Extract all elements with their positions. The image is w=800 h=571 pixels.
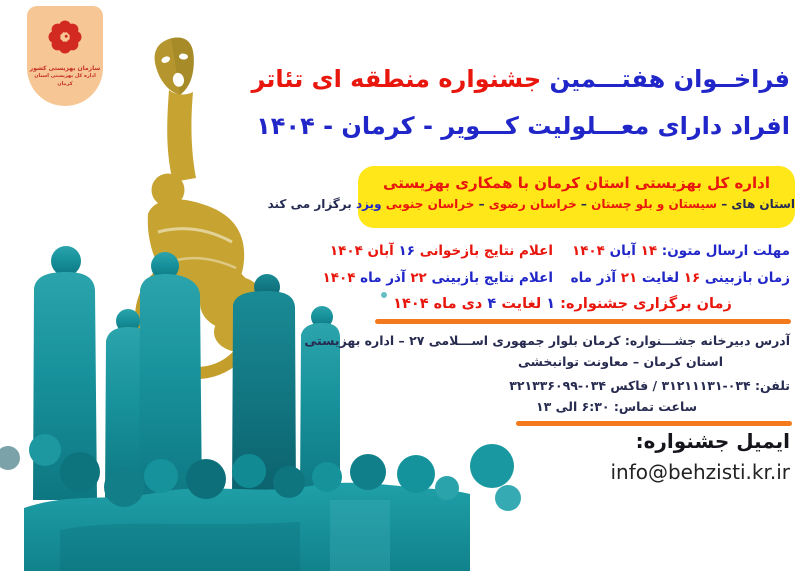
logo-org-name: سازمان بهزیستی کشور bbox=[29, 65, 101, 72]
email-address: info@behzisti.kr.ir bbox=[610, 460, 790, 484]
email-block bbox=[480, 429, 790, 484]
poster-title bbox=[251, 56, 790, 150]
review-results-date: اعلام نتایج بازبینی ۲۲ آذر ماه ۱۴۰۴ bbox=[322, 270, 553, 286]
phone-fax-line: تلفن: ۰۳۴-۳۱۲۱۱۱۳۱ / فاکس ۰۳۴-۳۲۱۳۳۶۰۹۹ bbox=[509, 378, 790, 393]
title-line-1: فراخــوان هفتـــمین جشنواره منطقه ای تئاتر bbox=[251, 65, 790, 93]
raised-arm bbox=[167, 90, 196, 182]
email-label: ایمیل جشنواره: bbox=[635, 429, 790, 453]
schedule-right-column bbox=[555, 238, 790, 292]
festival-dates-line: زمان برگزاری جشنواره: ۱ لغایت ۴ دی ماه ۱۴۰۴ bbox=[393, 296, 732, 312]
orange-divider-top bbox=[375, 319, 791, 324]
behzisti-flower-icon bbox=[42, 15, 88, 59]
contact-hours-line: ساعت تماس: ۶:۳۰ الی ۱۳ bbox=[536, 399, 697, 414]
theater-mask-icon bbox=[151, 35, 200, 98]
address-line-1: آدرس دبیرخانه جشـــنواره: کرمان بلوار جمهوری اســـلامی ۲۷ – اداره بهزیستی bbox=[304, 333, 790, 348]
orange-divider-bottom bbox=[516, 421, 792, 426]
organizer-line-2: استان های – سیستان و بلو چستان – خراسان رضوی – خراسان جنوبی ویزد برگزار می کند bbox=[267, 197, 795, 211]
organizer-line-1: اداره کل بهزیستی استان کرمان با همکاری بهزیستی bbox=[383, 174, 770, 192]
logo-dept-name: اداره کل بهزیستی استان کرمان bbox=[34, 73, 96, 87]
title-line-2: افراد دارای معـــلولیت کـــویر - کرمان - ۱۴۰۴ bbox=[256, 112, 790, 140]
reading-results-date: اعلام نتایج بازخوانی ۱۶ آبان ۱۴۰۴ bbox=[329, 243, 553, 259]
organizer-box bbox=[267, 166, 795, 228]
schedule-left-column bbox=[322, 238, 553, 292]
review-dates: زمان بازبینی ۱۶ لغایت ۲۱ آذر ماه bbox=[570, 270, 790, 286]
address-line-2: استان کرمان – معاونت توانبخشی bbox=[517, 354, 723, 369]
contact-block bbox=[304, 330, 790, 417]
deadline-submission: مهلت ارسال متون: ۱۴ آبان ۱۴۰۴ bbox=[571, 243, 790, 259]
behzisti-logo-badge bbox=[27, 6, 103, 106]
